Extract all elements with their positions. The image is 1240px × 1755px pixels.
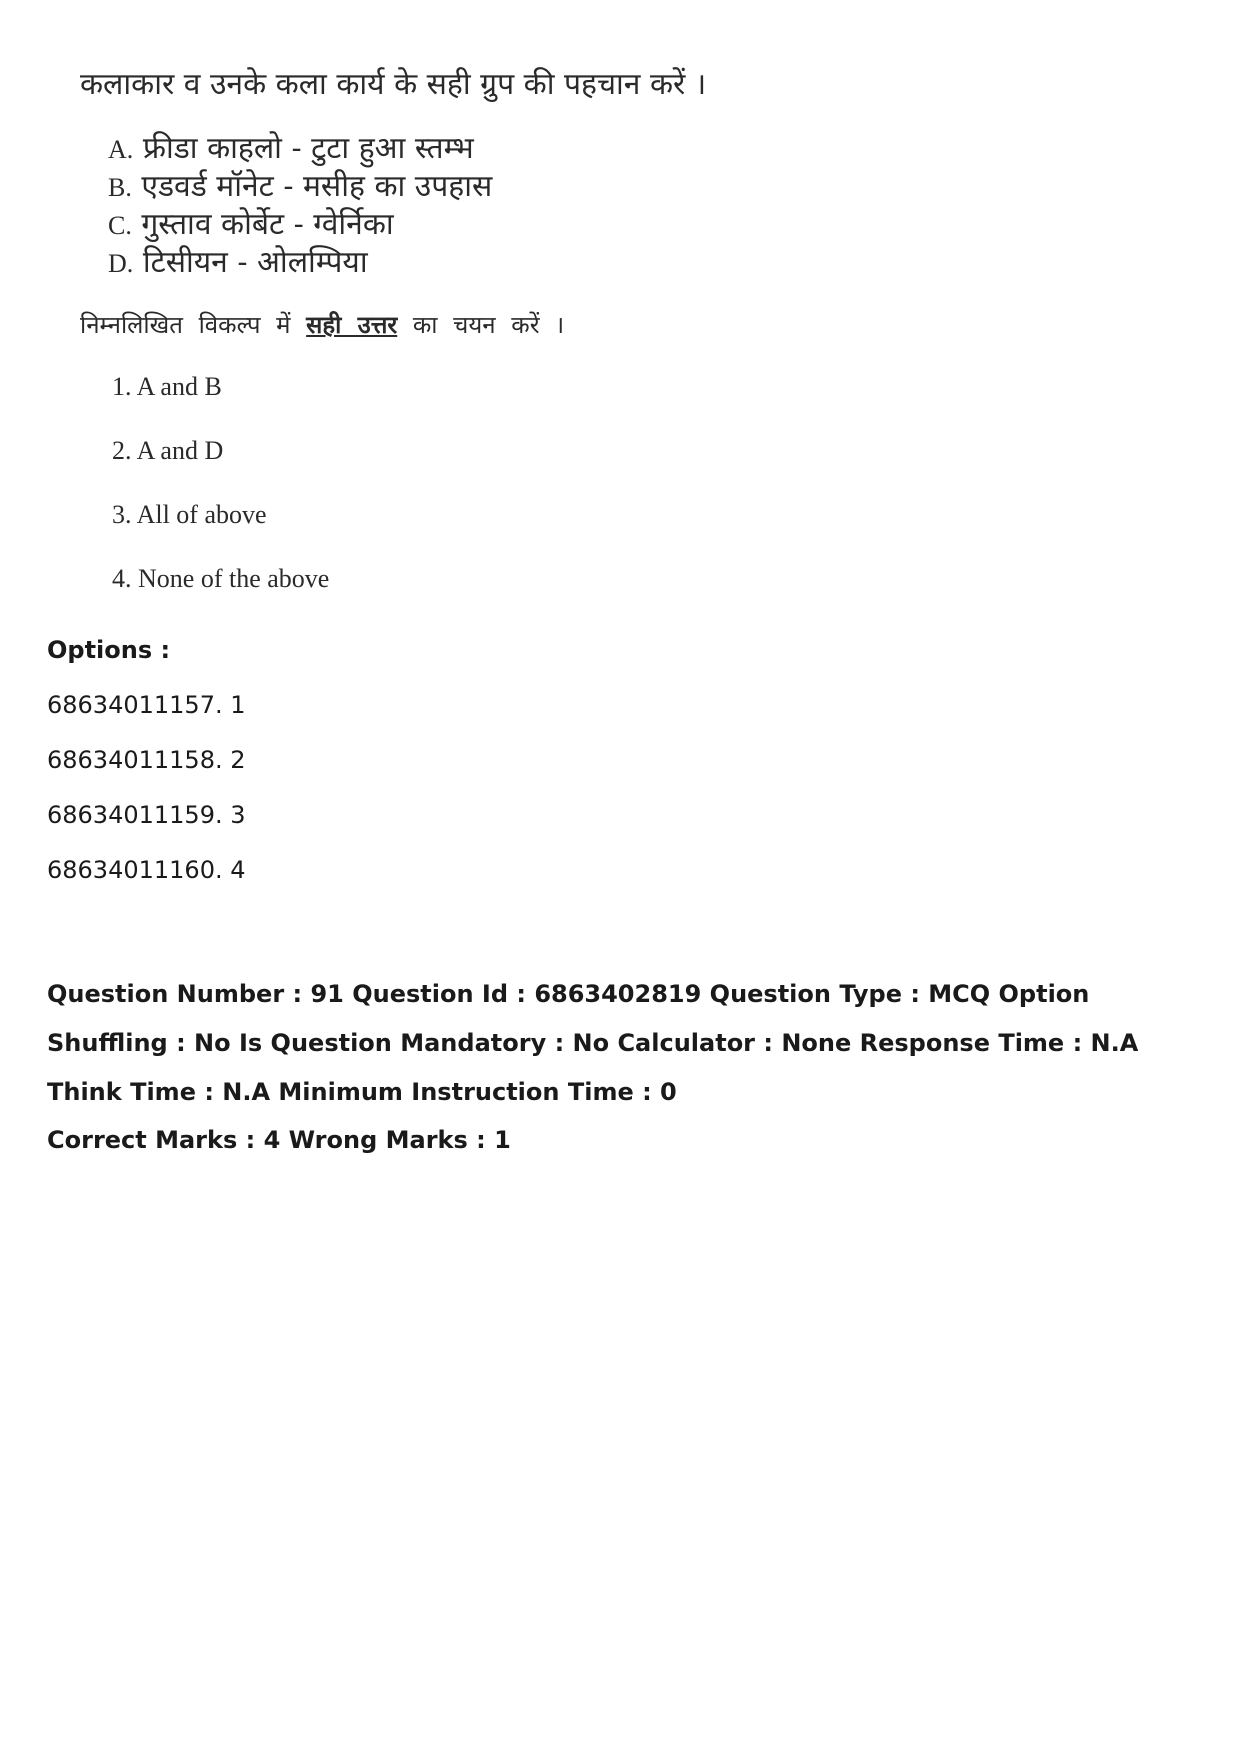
options-list <box>47 690 246 910</box>
instruction-emphasis: सही उत्तर <box>306 310 398 339</box>
option-item: 68634011158. 2 <box>47 746 246 774</box>
artist-letter: D. <box>108 249 134 278</box>
artist-letter: B. <box>108 173 132 202</box>
option-item: 68634011157. 1 <box>47 691 246 719</box>
artist-item <box>108 130 492 168</box>
instruction-post: का चयन करें । <box>412 311 565 339</box>
instruction-pre: निम्नलिखित विकल्प में <box>80 311 291 339</box>
artist-text: गुस्ताव कोर्बेट - ग्वेर्निका <box>141 207 394 242</box>
choice-item: 1. A and B <box>112 372 222 401</box>
artist-text: टिसीयन - ओलम्पिया <box>142 245 368 280</box>
options-label: Options : <box>47 636 171 664</box>
choice-item: 3. All of above <box>112 500 267 529</box>
artist-letter: A. <box>108 135 134 164</box>
choice-item: 2. A and D <box>112 436 224 465</box>
artist-item <box>108 206 492 244</box>
marks-info: Correct Marks : 4 Wrong Marks : 1 <box>47 1126 511 1154</box>
question-instruction <box>80 308 564 341</box>
artist-list <box>108 130 492 282</box>
choice-item: 4. None of the above <box>112 564 330 593</box>
choice-list <box>112 368 329 624</box>
question-meta: Question Number : 91 Question Id : 6863402819 Question Type : MCQ Option Shuffling : No Is Question Mandatory : No Calculator : None Response Time : N.A Think Time : N.A Minimum Instruction Time : 0 <box>47 980 1139 1106</box>
artist-text: एडवर्ड मॉनेट - मसीह का उपहास <box>141 169 493 204</box>
artist-item <box>108 244 492 282</box>
artist-item <box>108 168 492 206</box>
option-item: 68634011160. 4 <box>47 856 246 884</box>
artist-letter: C. <box>108 211 132 240</box>
option-item: 68634011159. 3 <box>47 801 246 829</box>
question-title: कलाकार व उनके कला कार्य के सही ग्रुप की पहचान करें । <box>80 67 707 102</box>
question-image <box>60 50 760 610</box>
artist-text: फ्रीडा काहलो - टुटा हुआ स्तम्भ <box>142 131 474 166</box>
